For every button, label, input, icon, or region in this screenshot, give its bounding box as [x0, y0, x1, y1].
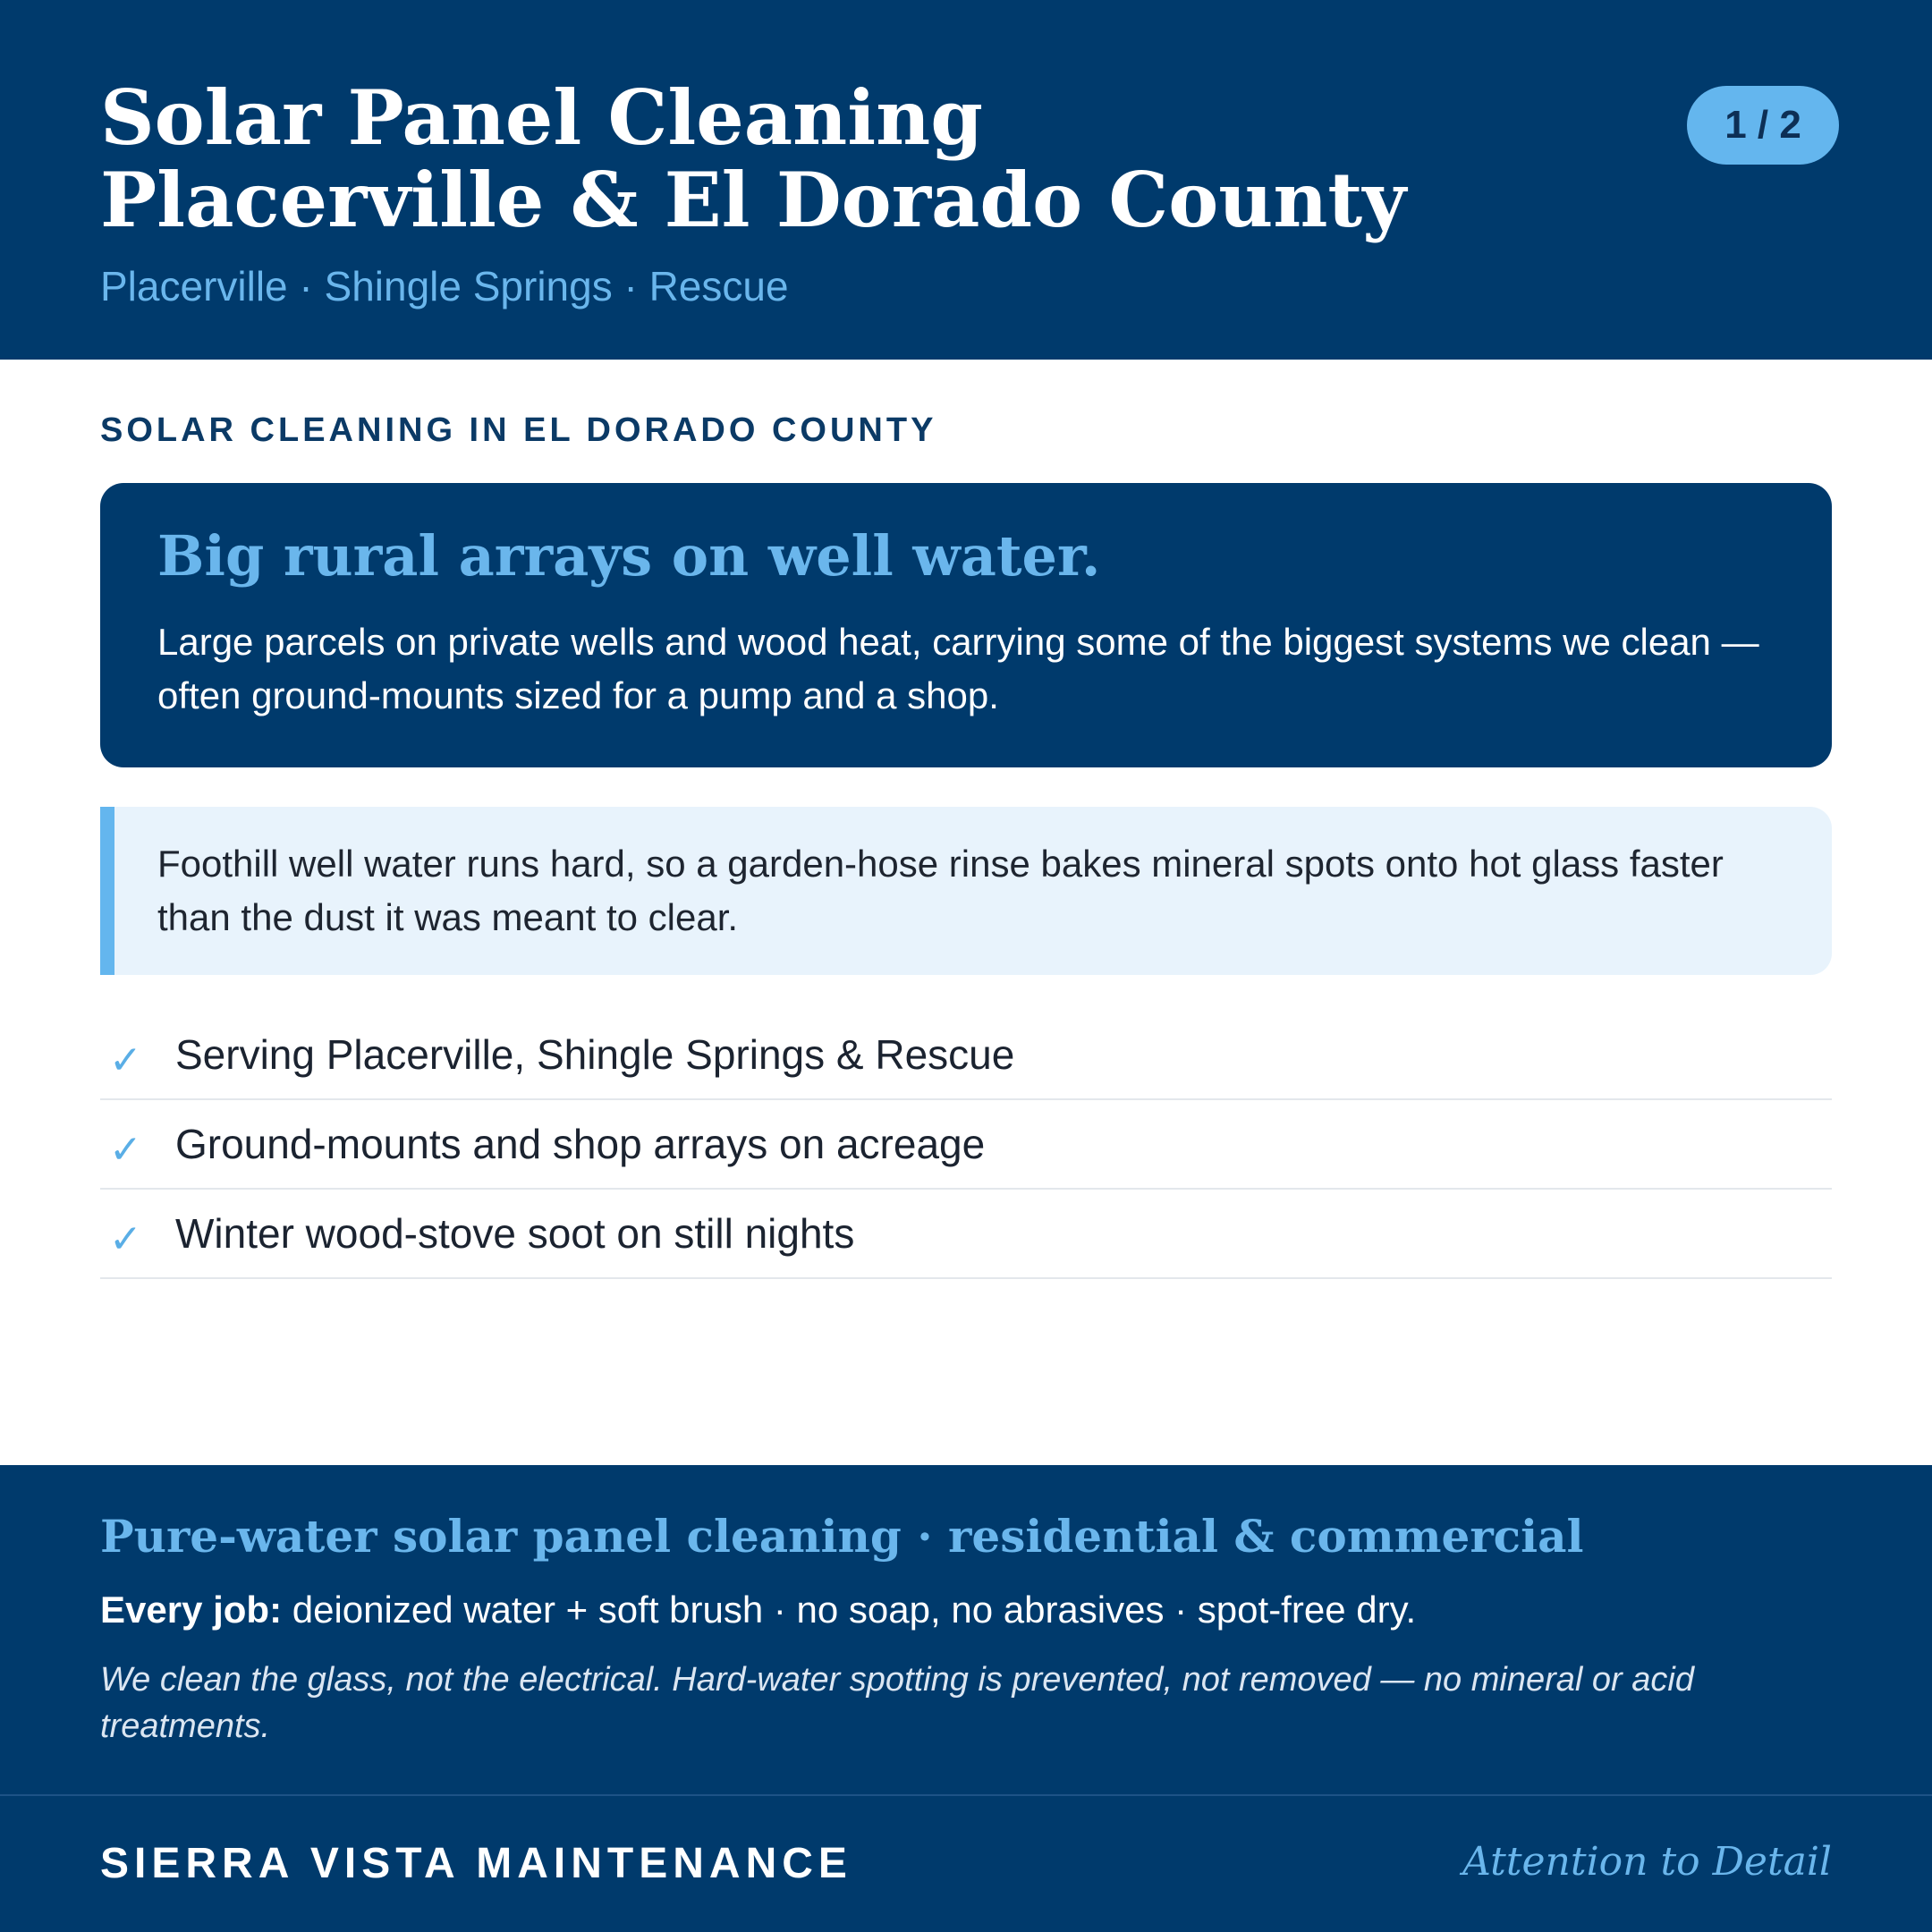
every-job-label: Every job: [100, 1589, 283, 1631]
callout-text: Foothill well water runs hard, so a garden-hose rinse bakes mineral spots onto hot glass faster than the dust it was meant to clear. [157, 843, 1724, 938]
checklist-item [100, 1011, 1832, 1100]
brand-slogan: Attention to Detail [1462, 1839, 1832, 1885]
brand-name: SIERRA VISTA MAINTENANCE [100, 1840, 852, 1887]
page-title-line-1: Solar Panel Cleaning [100, 73, 983, 162]
footer-banner [0, 1465, 1932, 1932]
hero-body: Large parcels on private wells and wood heat, carrying some of the biggest systems we clean — often ground-mounts sized for a pump and a shop. [157, 621, 1759, 716]
hero-card [100, 483, 1832, 767]
callout-box [100, 807, 1832, 975]
section-heading: SOLAR CLEANING IN EL DORADO COUNTY [100, 411, 937, 449]
service-tagline: Pure-water solar panel cleaning · residential & commercial [100, 1510, 1584, 1563]
hero-title: Big rural arrays on well water. [157, 523, 1101, 589]
page-indicator-badge: 1 / 2 [1687, 86, 1839, 165]
checklist-item-label: Serving Placerville, Shingle Springs & Rescue [175, 1031, 1015, 1078]
footer-divider [0, 1794, 1932, 1796]
feature-checklist [100, 1011, 1832, 1279]
checkmark-icon: ✓ [109, 1216, 142, 1262]
checklist-item [100, 1190, 1832, 1279]
every-job-text: deionized water + soft brush · no soap, no abrasives · spot-free dry. [282, 1589, 1417, 1631]
checkmark-icon: ✓ [109, 1127, 142, 1173]
disclaimer-text: We clean the glass, not the electrical. Hard-water spotting is prevented, not removed — no mineral or acid treatments. [100, 1661, 1694, 1745]
every-job-line [100, 1585, 1416, 1635]
checkmark-icon: ✓ [109, 1038, 142, 1083]
service-area-subtitle: Placerville · Shingle Springs · Rescue [100, 263, 789, 309]
checklist-item-label: Winter wood-stove soot on still nights [175, 1210, 855, 1257]
header-banner [0, 0, 1932, 360]
checklist-item-label: Ground-mounts and shop arrays on acreage [175, 1121, 986, 1167]
page-title-line-2: Placerville & El Dorado County [100, 156, 1407, 244]
checklist-item [100, 1100, 1832, 1190]
